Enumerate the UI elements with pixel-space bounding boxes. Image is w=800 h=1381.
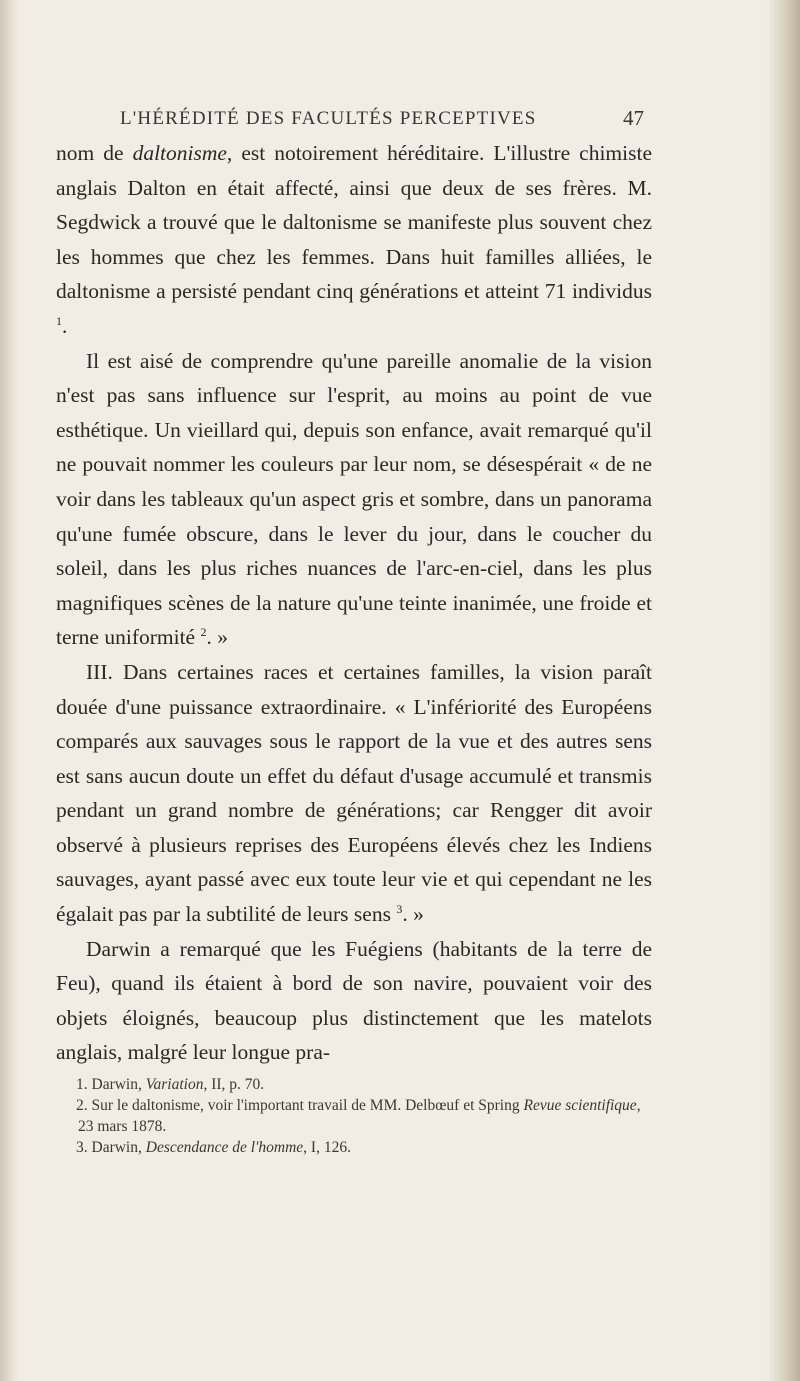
p1-text-end: . xyxy=(62,313,68,338)
p2-text: Il est aisé de comprendre qu'une pareille anomalie de la vision n'est pas sans influence sur l'esprit, au moins au point de vue esthétique. Un vieillard qui, depuis son enfance, avait remarqué qu'il ne pouvait nommer les couleurs par leur nom, se désespérait « de ne voir dans les tableaux qu'un aspect gris et sombre, dans un panorama qu'une fumée obscure, dans le lever du jour, dans le coucher du soleil, dans les plus riches nuances de l'arc-en-ciel, dans les plus magnifiques scènes de la nature qu'une teinte inanimée, une froide et terne uniformité xyxy=(56,348,652,650)
fn1-text-a: 1. Darwin, xyxy=(76,1076,146,1094)
p3-text: III. Dans certaines races et certaines familles, la vision paraît douée d'une puissance extraordinaire. « L'infériorité des Européens comparés aux sauvages sous le rapport de la vue et des autres sens est sans aucun doute un effet du défaut d'usage accumulé et transmis pendant un grand nombre de générations; car Rengger dit avoir observé à plusieurs reprises des Européens élevés chez les Indiens sauvages, ayant passé avec eux toute leur vie et qui cependant ne les égalait pas par la subtilité de leurs sens xyxy=(56,659,652,927)
footnote-2 xyxy=(56,1095,652,1137)
paragraph-3 xyxy=(56,655,652,932)
book-page xyxy=(56,100,652,1158)
fn3-text-b: , I, 126. xyxy=(303,1139,351,1157)
page-number: 47 xyxy=(623,106,644,130)
footnote-ref-2: 2 xyxy=(200,625,207,640)
page-gutter-right xyxy=(766,0,800,1381)
running-title: L'HÉRÉDITÉ DES FACULTÉS PERCEPTIVES xyxy=(120,108,537,129)
fn2-italic-title: Revue scientifique xyxy=(523,1097,637,1115)
page-gutter-left xyxy=(0,0,18,1381)
fn1-italic-title: Variation xyxy=(145,1076,204,1094)
footnote-1 xyxy=(56,1074,652,1095)
paragraph-4 xyxy=(56,932,652,1070)
footnote-ref-3: 3 xyxy=(396,901,403,916)
fn3-italic-title: Descendance de l'homme xyxy=(145,1139,304,1157)
paragraph-1 xyxy=(56,136,652,344)
fn2-text-a: 2. Sur le daltonisme, voir l'important travail de MM. Delbœuf et Spring xyxy=(76,1097,524,1115)
footnote-ref-1: 1 xyxy=(56,313,62,328)
fn2-text-b: , 23 mars 1878. xyxy=(78,1097,641,1136)
footnotes xyxy=(56,1074,652,1158)
paragraph-2 xyxy=(56,344,652,655)
p1-italic-term: daltonisme xyxy=(132,141,227,165)
body-text xyxy=(56,136,652,1070)
footnote-3 xyxy=(56,1137,652,1158)
p4-text: Darwin a remarqué que les Fuégiens (habitants de la terre de Feu), quand ils étaient à bord de son navire, pouvaient voir des objets éloignés, beaucoup plus distinctement que les matelots anglais, malgré leur longue pra- xyxy=(56,936,652,1065)
p1-text-a: nom de xyxy=(56,141,133,165)
running-head xyxy=(56,100,652,136)
fn3-text-a: 3. Darwin, xyxy=(76,1139,146,1157)
p1-text-b: , est notoirement héréditaire. L'illustre chimiste anglais Dalton en était affecté, ainsi que deux de ses frères. M. Segdwick a trouvé que le daltonisme se manifeste plus souvent chez les hommes que chez les femmes. Dans huit familles alliées, le daltonisme a persisté pendant cinq générations et atteint 71 individus xyxy=(56,141,652,304)
p2-text-end: . » xyxy=(206,625,228,650)
p3-text-end: . » xyxy=(402,902,424,927)
fn1-text-b: , II, p. 70. xyxy=(203,1076,265,1094)
